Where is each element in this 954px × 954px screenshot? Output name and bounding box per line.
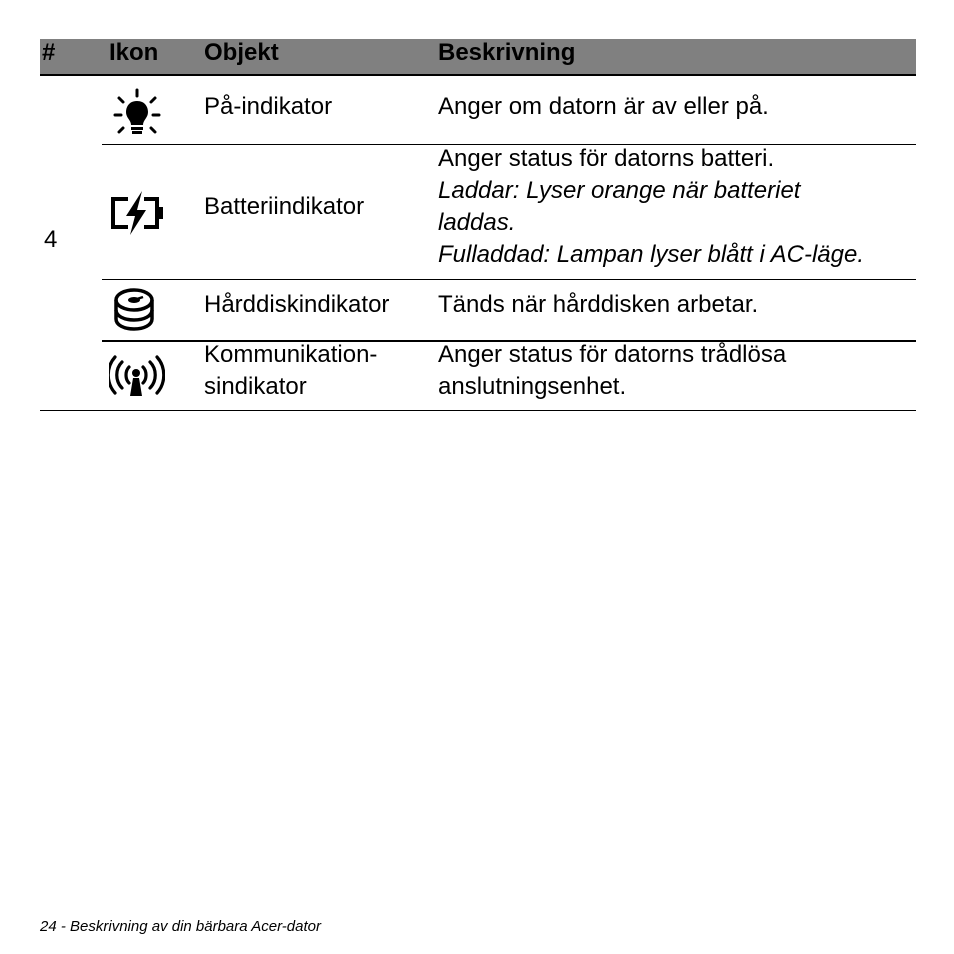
object-battery-indicator: Batteriindikator bbox=[204, 193, 365, 220]
row-divider bbox=[102, 279, 916, 280]
object-communication-line-2: sindikator bbox=[204, 373, 307, 400]
description-communication-line-2: anslutningsenhet. bbox=[438, 373, 627, 400]
description-communication-line-1: Anger status för datorns trådlösa bbox=[438, 341, 787, 368]
battery-charging-icon bbox=[108, 185, 164, 241]
object-communication-line-1: Kommunikation- bbox=[204, 341, 378, 368]
description-battery-line-3: laddas. bbox=[438, 209, 516, 236]
object-hard-disk-indicator: Hårddiskindikator bbox=[204, 291, 390, 318]
table-bottom-border bbox=[40, 410, 916, 411]
header-icon: Ikon bbox=[109, 39, 159, 66]
description-battery-line-1: Anger status för datorns batteri. bbox=[438, 145, 775, 172]
description-battery-line-4: Fulladdad: Lampan lyser blått i AC-läge. bbox=[438, 241, 864, 268]
description-hard-disk-indicator: Tänds när hårddisken arbetar. bbox=[438, 291, 759, 318]
table-header bbox=[40, 39, 916, 76]
description-power-indicator: Anger om datorn är av eller på. bbox=[438, 93, 769, 120]
power-light-icon bbox=[110, 87, 166, 143]
hard-disk-icon bbox=[107, 283, 163, 339]
header-object: Objekt bbox=[204, 39, 279, 66]
object-power-indicator: På-indikator bbox=[204, 93, 333, 120]
header-description: Beskrivning bbox=[438, 39, 576, 66]
row-number: 4 bbox=[44, 226, 58, 253]
header-hash: # bbox=[42, 39, 56, 66]
description-battery-line-2: Laddar: Lyser orange när batteriet bbox=[438, 177, 801, 204]
page-footer: 24 - Beskrivning av din bärbara Acer-dator bbox=[40, 918, 321, 935]
wireless-antenna-icon bbox=[109, 348, 165, 404]
